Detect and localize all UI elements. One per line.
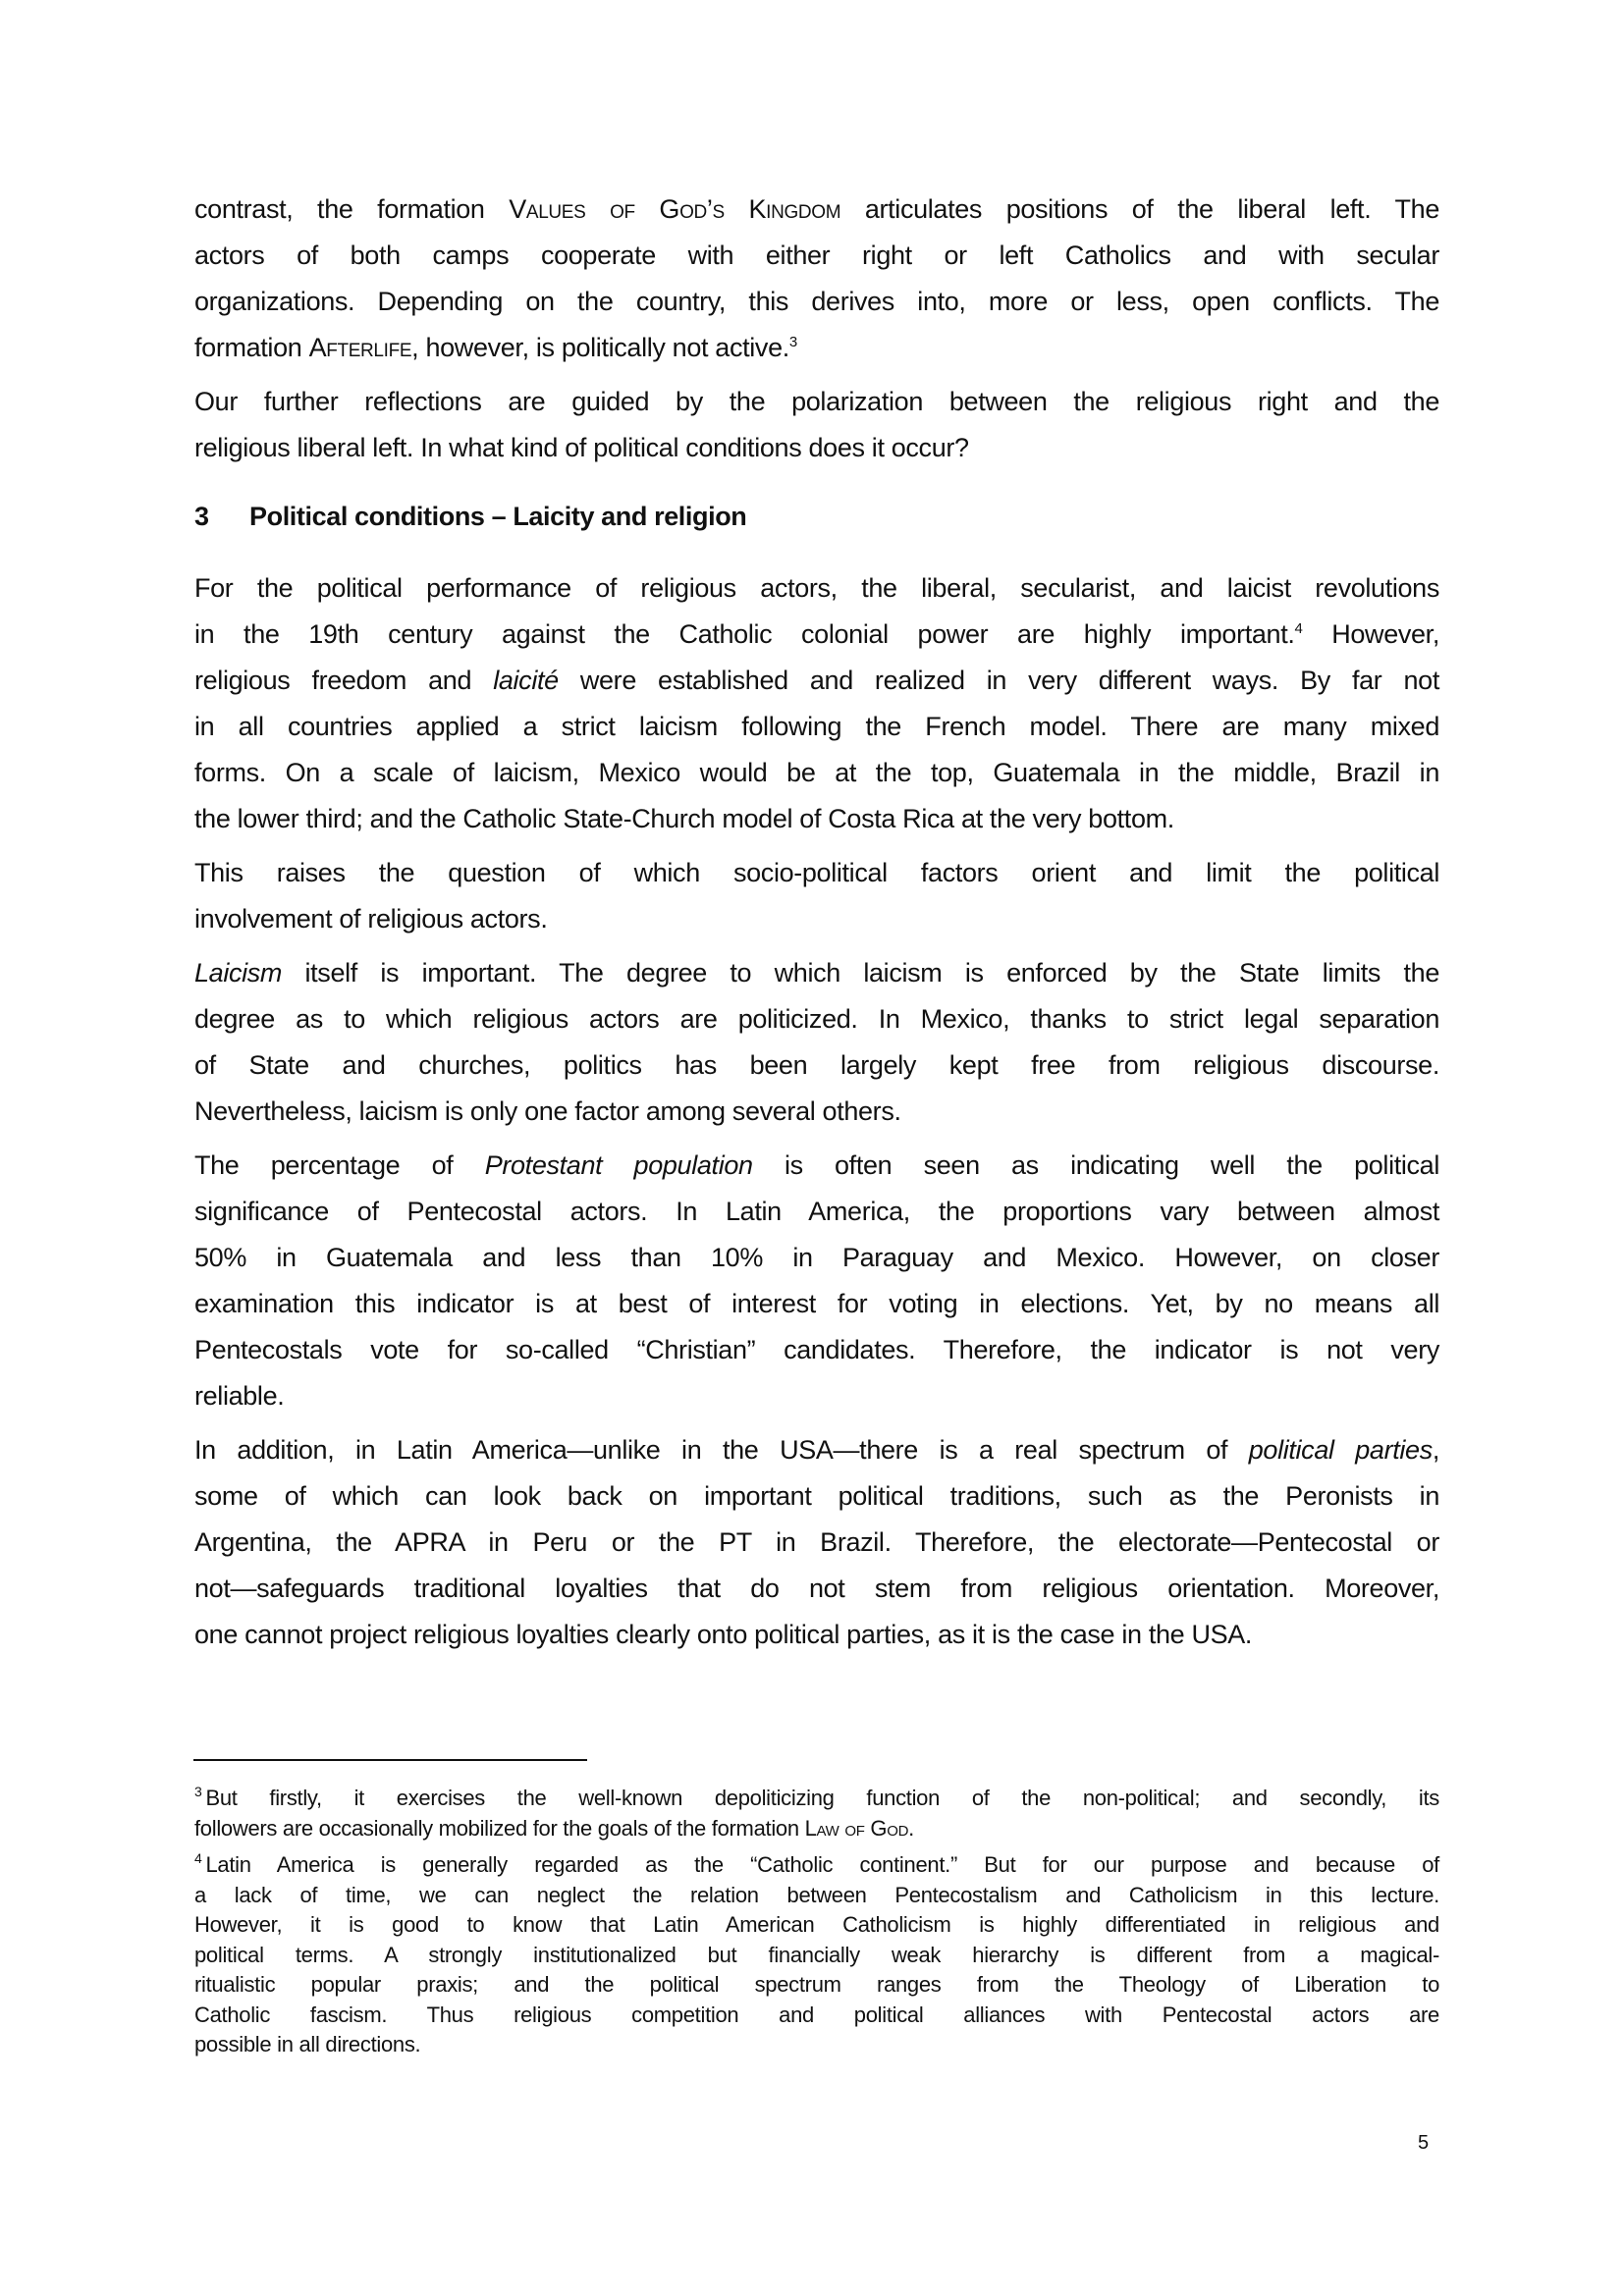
text-line [194, 658, 1439, 704]
text-run: a lack of time, we can neglect the relation between Pentecostalism and Catholicism in this lecture. [194, 1882, 1439, 1907]
text-line [194, 1373, 1439, 1419]
page-number: 5 [1418, 2132, 1430, 2154]
text-line [194, 1189, 1439, 1235]
text-run: Pentecostals vote for so-called “Christian” candidates. Therefore, the indicator is not very [194, 1335, 1439, 1364]
text-line [194, 279, 1439, 325]
text-run: Catholic fascism. Thus religious competition and political alliances with Pentecostal actors are [194, 2002, 1439, 2027]
small-caps-term: Afterlife [308, 333, 412, 362]
text-run: Latin America is generally regarded as the “Catholic continent.” But for our purpose and because of [205, 1852, 1439, 1877]
text-line [194, 379, 1439, 425]
footnote-mark: 3 [194, 1784, 202, 1799]
body-text-after-heading [194, 565, 1439, 1666]
text-line [194, 1042, 1439, 1089]
text-line [194, 425, 1439, 471]
text-line [194, 704, 1439, 750]
footnotes [194, 1784, 1439, 2067]
text-run: significance of Pentecostal actors. In Latin America, the proportions vary between almost [194, 1197, 1439, 1226]
footnote-3 [194, 1784, 1439, 1843]
text-run: in the 19th century against the Catholic colonial power are highly important. [194, 619, 1295, 649]
paragraph [194, 187, 1439, 371]
text-line [194, 1235, 1439, 1281]
text-line [194, 896, 1439, 942]
text-line [194, 996, 1439, 1042]
text-run: organizations. Depending on the country, this derives into, more or less, open conflicts. The [194, 287, 1439, 316]
text-run: itself is important. The degree to which laicism is enforced by the State limits the [282, 958, 1439, 988]
paragraph [194, 950, 1439, 1135]
text-run: For the political performance of religious actors, the liberal, secularist, and laicist revolutions [194, 573, 1439, 603]
section-number: 3 [194, 502, 209, 531]
text-line [194, 1520, 1439, 1566]
small-caps-term: Law of God [804, 1815, 909, 1841]
text-run: But firstly, it exercises the well-known depoliticizing function of the non-political; and secondly, its [205, 1786, 1439, 1810]
text-run: , [1432, 1435, 1439, 1465]
text-line [194, 1427, 1439, 1473]
footnote-line [194, 2001, 1439, 2031]
text-run: . [908, 1815, 914, 1841]
footnote-line [194, 1814, 1439, 1844]
text-run: not—safeguards traditional loyalties that do not stem from religious orientation. Moreover, [194, 1574, 1439, 1603]
paragraph [194, 379, 1439, 471]
text-line [194, 950, 1439, 996]
text-run: possible in all directions. [194, 2032, 421, 2056]
footnote-line [194, 1970, 1439, 2001]
text-run: forms. On a scale of laicism, Mexico would be at the top, Guatemala in the middle, Brazil in [194, 758, 1439, 787]
body-text-before-heading [194, 187, 1439, 479]
emphasis-text: Protestant population [484, 1150, 753, 1180]
text-run: the lower third; and the Catholic State-Church model of Costa Rica at the very bottom. [194, 804, 1174, 833]
footnote-reference[interactable]: 3 [788, 334, 797, 350]
footnote-line [194, 1850, 1439, 1881]
text-line [194, 796, 1439, 842]
text-run: examination this indicator is at best of interest for voting in elections. Yet, by no means all [194, 1289, 1439, 1318]
text-line [194, 325, 1439, 371]
text-run: actors of both camps cooperate with either right or left Catholics and with secular [194, 240, 1439, 270]
text-line [194, 1089, 1439, 1135]
text-line [194, 1612, 1439, 1658]
text-line [194, 1327, 1439, 1373]
text-line [194, 750, 1439, 796]
text-line [194, 1473, 1439, 1520]
text-run: religious liberal left. In what kind of political conditions does it occur? [194, 433, 969, 462]
paragraph [194, 850, 1439, 942]
paragraph [194, 565, 1439, 842]
footnote-reference[interactable]: 4 [1294, 620, 1303, 637]
text-run: Argentina, the APRA in Peru or the PT in Brazil. Therefore, the electorate—Pentecostal or [194, 1527, 1439, 1557]
text-line [194, 850, 1439, 896]
section-heading [194, 494, 746, 540]
footnote-line [194, 1881, 1439, 1911]
text-line [194, 1281, 1439, 1327]
footnote-separator [193, 1759, 587, 1761]
footnote-line [194, 1910, 1439, 1941]
text-run: is often seen as indicating well the political [752, 1150, 1439, 1180]
text-run: contrast, the formation [194, 194, 510, 224]
emphasis-text: laicité [493, 666, 559, 695]
text-run: were established and realized in very different ways. By far not [558, 666, 1439, 695]
text-line [194, 1143, 1439, 1189]
footnote-line [194, 1941, 1439, 1971]
text-run: of State and churches, politics has been largely kept free from religious discourse. [194, 1050, 1439, 1080]
paragraph [194, 1427, 1439, 1658]
text-run: In addition, in Latin America—unlike in the USA—there is a real spectrum of [194, 1435, 1249, 1465]
text-run: followers are occasionally mobilized for the goals of the formation [194, 1815, 805, 1841]
footnote-4 [194, 1850, 1439, 2060]
text-line [194, 1566, 1439, 1612]
text-run: 50% in Guatemala and less than 10% in Paraguay and Mexico. However, on closer [194, 1243, 1439, 1272]
text-run: religious freedom and [194, 666, 494, 695]
text-run: in all countries applied a strict laicism following the French model. There are many mixed [194, 712, 1439, 741]
text-line [194, 233, 1439, 279]
small-caps-term: Values of God’s Kingdom [509, 194, 841, 224]
emphasis-text: Laicism [194, 958, 283, 988]
paragraph [194, 1143, 1439, 1419]
footnote-mark: 4 [194, 1850, 202, 1866]
text-run: formation [194, 333, 309, 362]
text-run: articulates positions of the liberal left. The [840, 194, 1440, 224]
text-run: Our further reflections are guided by the polarization between the religious right and the [194, 387, 1439, 416]
text-run: ritualistic popular praxis; and the political spectrum ranges from the Theology of Liberation to [194, 1972, 1439, 1997]
text-line [194, 612, 1439, 658]
text-run: This raises the question of which socio-political factors orient and limit the political [194, 858, 1439, 887]
text-run: one cannot project religious loyalties clearly onto political parties, as it is the case in the USA. [194, 1620, 1253, 1649]
text-run: involvement of religious actors. [194, 904, 548, 934]
text-run: However, it is good to know that Latin American Catholicism is highly differentiated in religious and [194, 1912, 1439, 1937]
footnote-line [194, 2030, 1439, 2060]
text-run: reliable. [194, 1381, 285, 1411]
text-run: degree as to which religious actors are politicized. In Mexico, thanks to strict legal separation [194, 1004, 1439, 1034]
text-run: , however, is politically not active. [411, 333, 789, 362]
text-run: political terms. A strongly institutionalized but financially weak hierarchy is different from a magical- [194, 1942, 1439, 1967]
text-line [194, 187, 1439, 233]
section-title: Political conditions – Laicity and religion [249, 502, 747, 531]
text-run: However, [1302, 619, 1439, 649]
text-run: Nevertheless, laicism is only one factor among several others. [194, 1096, 901, 1126]
text-run: some of which can look back on important political traditions, such as the Peronists in [194, 1481, 1439, 1511]
footnote-line [194, 1784, 1439, 1814]
emphasis-text: political parties [1248, 1435, 1433, 1465]
text-line [194, 565, 1439, 612]
text-run: The percentage of [194, 1150, 485, 1180]
